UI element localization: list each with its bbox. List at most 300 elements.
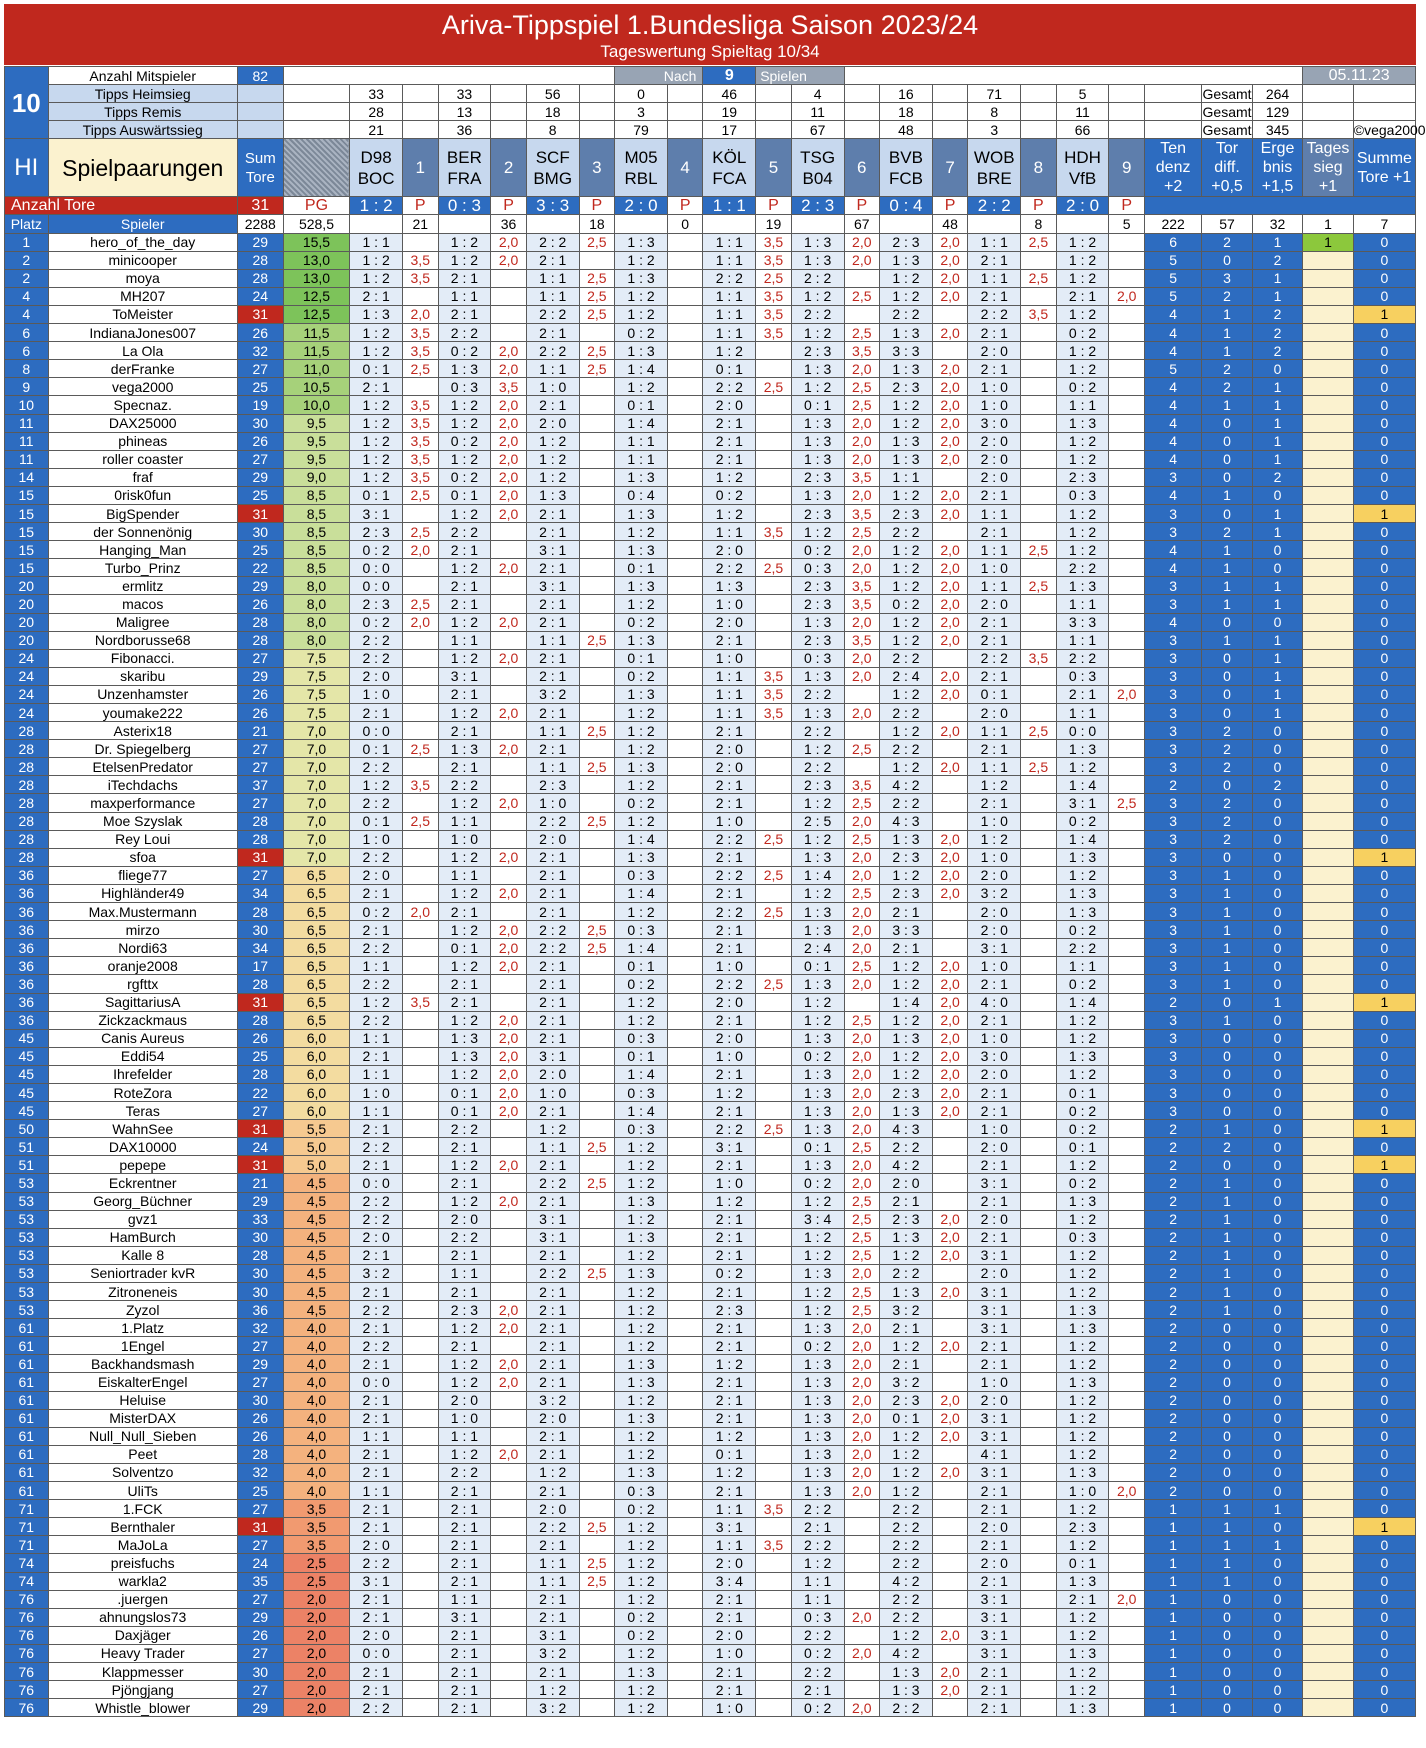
player-tip-points <box>667 468 703 486</box>
player-tip: 1 : 2 <box>350 342 403 360</box>
player-tip-points <box>1021 776 1057 794</box>
player-tip: 3 : 1 <box>968 1463 1021 1481</box>
player-tip-points: 3,5 <box>756 324 792 342</box>
player-rank: 36 <box>5 921 49 939</box>
player-tip-points <box>579 975 615 993</box>
player-tagessieg <box>1303 1156 1353 1174</box>
player-tip: 2 : 1 <box>350 1355 403 1373</box>
player-tordiff: 0 <box>1202 468 1252 486</box>
player-tip-points <box>844 722 880 740</box>
player-tip: 1 : 2 <box>1056 1011 1109 1029</box>
player-sum-tore: 28 <box>237 1246 283 1264</box>
player-tip: 0 : 2 <box>615 1626 668 1644</box>
player-tagessieg <box>1303 1264 1353 1282</box>
player-tip: 2 : 2 <box>350 1301 403 1319</box>
blank-cell <box>579 85 615 103</box>
player-tip: 0 : 1 <box>791 396 844 414</box>
player-tip: 2 : 1 <box>703 1319 756 1337</box>
player-tip: 1 : 2 <box>1056 1210 1109 1228</box>
player-sum-tore: 25 <box>237 1482 283 1500</box>
player-sum-tore: 31 <box>237 1120 283 1138</box>
table-row <box>5 1192 1416 1210</box>
player-tip: 2 : 1 <box>968 486 1021 504</box>
player-name: iTechdachs <box>48 776 237 794</box>
player-name: rgfttx <box>48 975 237 993</box>
player-tip: 3 : 1 <box>350 504 403 522</box>
player-tip-points <box>932 1590 968 1608</box>
player-tip: 2 : 2 <box>350 1192 403 1210</box>
player-tip: 1 : 1 <box>968 577 1021 595</box>
player-summe-tore: 0 <box>1353 233 1415 251</box>
player-tip: 0 : 0 <box>350 1373 403 1391</box>
player-summe-tore: 0 <box>1353 812 1415 830</box>
player-rank: 36 <box>5 939 49 957</box>
table-row <box>5 523 1416 541</box>
player-tip: 2 : 2 <box>350 1210 403 1228</box>
player-tip-points <box>402 758 438 776</box>
player-tagessieg <box>1303 649 1353 667</box>
player-tip-points: 2,0 <box>932 595 968 613</box>
player-tip: 1 : 1 <box>526 1554 579 1572</box>
table-row <box>5 287 1416 305</box>
player-name: Heluise <box>48 1391 237 1409</box>
player-tordiff: 2 <box>1202 523 1252 541</box>
player-tip: 1 : 2 <box>615 1699 668 1717</box>
player-tip-points <box>402 1174 438 1192</box>
player-tagessieg <box>1303 1644 1353 1662</box>
tip-count: 8 <box>526 121 579 139</box>
player-tip-points <box>1109 1011 1145 1029</box>
player-sum-tore: 24 <box>237 1138 283 1156</box>
player-tip-points <box>1021 1355 1057 1373</box>
player-tip-points: 2,0 <box>844 559 880 577</box>
player-tip: 1 : 2 <box>615 1391 668 1409</box>
player-tendenz: 1 <box>1144 1518 1201 1536</box>
player-tip: 1 : 3 <box>438 740 491 758</box>
player-tip-points <box>1021 740 1057 758</box>
player-sum-tore: 34 <box>237 939 283 957</box>
player-tip-points <box>491 577 527 595</box>
player-tip: 1 : 2 <box>791 1192 844 1210</box>
player-tip-points <box>1109 1608 1145 1626</box>
player-tip: 1 : 0 <box>703 649 756 667</box>
player-tip-points <box>667 1138 703 1156</box>
player-tip: 2 : 2 <box>350 794 403 812</box>
player-tip: 1 : 3 <box>791 1427 844 1445</box>
player-sum-tore: 27 <box>237 1102 283 1120</box>
player-tordiff: 0 <box>1202 704 1252 722</box>
player-sum-tore: 26 <box>237 1409 283 1427</box>
player-tip-points <box>1021 830 1057 848</box>
player-tendenz: 3 <box>1144 1047 1201 1065</box>
player-tip-points: 2,5 <box>1021 758 1057 776</box>
player-tip: 1 : 3 <box>791 251 844 269</box>
player-points: 3,5 <box>283 1536 350 1554</box>
player-tip-points: 2,5 <box>579 812 615 830</box>
player-summe-tore: 1 <box>1353 1120 1415 1138</box>
table-row <box>5 866 1416 884</box>
player-ergebnis: 1 <box>1252 993 1303 1011</box>
player-tip-points <box>667 1626 703 1644</box>
player-tip: 0 : 1 <box>438 1102 491 1120</box>
spieltag-number: 10 <box>5 67 49 139</box>
player-tip-points: 2,5 <box>579 758 615 776</box>
player-tip-points <box>1109 1536 1145 1554</box>
player-summe-tore: 0 <box>1353 866 1415 884</box>
player-name: fliege77 <box>48 866 237 884</box>
player-tip: 2 : 2 <box>438 324 491 342</box>
player-ergebnis: 0 <box>1252 758 1303 776</box>
player-sum-tore: 31 <box>237 848 283 866</box>
player-points: 10,5 <box>283 378 350 396</box>
player-tip: 1 : 3 <box>615 1264 668 1282</box>
player-tip-points <box>756 1029 792 1047</box>
player-tip: 1 : 2 <box>791 287 844 305</box>
player-tip-points: 2,0 <box>491 1373 527 1391</box>
player-tip-points <box>579 324 615 342</box>
player-tip: 1 : 4 <box>615 414 668 432</box>
player-tip: 2 : 1 <box>438 1518 491 1536</box>
blank-cell <box>579 121 615 139</box>
player-tip-points <box>756 993 792 1011</box>
player-tordiff: 0 <box>1202 1482 1252 1500</box>
player-tip: 1 : 1 <box>438 1590 491 1608</box>
player-tip-points <box>402 1572 438 1590</box>
tip-count: 48 <box>880 121 933 139</box>
player-tip: 1 : 2 <box>438 1192 491 1210</box>
player-tip: 2 : 1 <box>968 1102 1021 1120</box>
player-tip: 1 : 3 <box>791 1029 844 1047</box>
player-tip: 1 : 3 <box>791 1373 844 1391</box>
player-sum-tore: 26 <box>237 595 283 613</box>
table-row <box>5 758 1416 776</box>
player-tip: 0 : 1 <box>1056 1138 1109 1156</box>
player-tip: 1 : 3 <box>791 1083 844 1101</box>
blank-cell <box>402 103 438 121</box>
sheet-title-bar <box>4 4 1416 65</box>
player-tip-points <box>756 1174 792 1192</box>
player-sum-tore: 25 <box>237 1047 283 1065</box>
player-sum-tore: 28 <box>237 1011 283 1029</box>
blank-cell <box>1144 85 1201 103</box>
player-tip-points <box>756 1572 792 1590</box>
player-sum-tore: 26 <box>237 432 283 450</box>
player-tip-points <box>579 1210 615 1228</box>
player-tip: 2 : 1 <box>526 1355 579 1373</box>
player-tip: 2 : 0 <box>526 414 579 432</box>
player-tip: 2 : 1 <box>968 1536 1021 1554</box>
player-tip: 1 : 2 <box>703 468 756 486</box>
player-tip-points <box>402 921 438 939</box>
player-tip-points: 2,0 <box>491 450 527 468</box>
player-tip-points: 3,5 <box>402 414 438 432</box>
tip-count: 33 <box>438 85 491 103</box>
player-tip-points <box>932 812 968 830</box>
away-team: FCB <box>888 168 923 188</box>
player-tordiff: 0 <box>1202 1409 1252 1427</box>
player-summe-tore: 0 <box>1353 685 1415 703</box>
player-points: 2,0 <box>283 1626 350 1644</box>
player-rank: 11 <box>5 414 49 432</box>
player-tip-points: 2,0 <box>932 758 968 776</box>
gesamt-value: 129 <box>1252 103 1303 121</box>
player-tordiff: 0 <box>1202 848 1252 866</box>
player-sum-tore: 30 <box>237 1283 283 1301</box>
player-tagessieg <box>1303 414 1353 432</box>
player-tip-points <box>667 486 703 504</box>
player-tip-points <box>667 396 703 414</box>
player-points: 7,5 <box>283 685 350 703</box>
player-tip-points <box>756 1554 792 1572</box>
player-tagessieg <box>1303 559 1353 577</box>
player-tip-points <box>756 1301 792 1319</box>
player-tip-points: 3,5 <box>756 523 792 541</box>
player-tip: 2 : 1 <box>703 1373 756 1391</box>
player-tip-points <box>667 1065 703 1083</box>
player-ergebnis: 1 <box>1252 577 1303 595</box>
player-tip-points <box>402 1681 438 1699</box>
player-tip-points: 2,0 <box>932 866 968 884</box>
player-summe-tore: 0 <box>1353 577 1415 595</box>
player-tip: 2 : 1 <box>703 776 756 794</box>
player-tip-points <box>1021 1192 1057 1210</box>
table-row <box>5 993 1416 1011</box>
player-sum-tore: 27 <box>237 360 283 378</box>
player-tip: 2 : 1 <box>350 378 403 396</box>
player-tip: 1 : 3 <box>1056 1572 1109 1590</box>
player-tip: 2 : 3 <box>880 1210 933 1228</box>
player-tip-points <box>1021 1210 1057 1228</box>
player-points: 6,5 <box>283 921 350 939</box>
player-tip-points <box>1109 1626 1145 1644</box>
player-tip-points <box>756 1192 792 1210</box>
player-tip-points <box>1109 740 1145 758</box>
home-team: KÖL <box>712 147 747 167</box>
player-summe-tore: 0 <box>1353 613 1415 631</box>
player-tendenz: 1 <box>1144 1500 1201 1518</box>
player-tip: 3 : 1 <box>968 1590 1021 1608</box>
player-tip: 1 : 3 <box>615 1373 668 1391</box>
player-tagessieg <box>1303 1047 1353 1065</box>
player-tordiff: 1 <box>1202 1228 1252 1246</box>
player-tip: 2 : 2 <box>703 830 756 848</box>
player-tip: 0 : 1 <box>438 939 491 957</box>
player-tip-points: 2,0 <box>491 504 527 522</box>
player-sum-tore: 30 <box>237 1264 283 1282</box>
away-team: VfB <box>1068 168 1097 188</box>
player-tip: 1 : 3 <box>615 541 668 559</box>
player-tip-points <box>1021 523 1057 541</box>
player-tendenz: 2 <box>1144 1120 1201 1138</box>
player-tendenz: 2 <box>1144 1192 1201 1210</box>
player-tip: 0 : 2 <box>1056 921 1109 939</box>
player-name: Asterix18 <box>48 722 237 740</box>
player-name: MH207 <box>48 287 237 305</box>
player-tip: 2 : 3 <box>880 233 933 251</box>
player-summe-tore: 0 <box>1353 414 1415 432</box>
player-tagessieg <box>1303 975 1353 993</box>
player-tordiff: 0 <box>1202 1445 1252 1463</box>
player-points: 6,0 <box>283 1065 350 1083</box>
gesamt-label: Gesamt <box>1202 85 1252 102</box>
player-name: EiskalterEngel <box>48 1373 237 1391</box>
player-tip: 1 : 1 <box>350 1427 403 1445</box>
player-tip: 1 : 3 <box>703 577 756 595</box>
player-tendenz: 2 <box>1144 1246 1201 1264</box>
player-tip-points <box>844 1536 880 1554</box>
points-header: P <box>1021 197 1057 215</box>
player-sum-tore: 26 <box>237 704 283 722</box>
player-summe-tore: 0 <box>1353 1463 1415 1481</box>
player-tip-points <box>402 649 438 667</box>
table-row <box>5 468 1416 486</box>
tip-count: 66 <box>1056 121 1109 139</box>
player-tagessieg <box>1303 305 1353 323</box>
player-tip: 4 : 2 <box>880 776 933 794</box>
player-tip-points <box>579 993 615 1011</box>
player-points: 6,5 <box>283 866 350 884</box>
player-tip: 2 : 0 <box>968 1518 1021 1536</box>
player-tip-points <box>1109 1120 1145 1138</box>
player-rank: 6 <box>5 324 49 342</box>
away-team: FCA <box>712 168 747 188</box>
player-ergebnis: 0 <box>1252 1644 1303 1662</box>
player-tip: 2 : 1 <box>438 1337 491 1355</box>
player-sum-tore: 29 <box>237 577 283 595</box>
player-tip: 1 : 0 <box>703 595 756 613</box>
player-tip-points <box>579 1156 615 1174</box>
player-tordiff: 1 <box>1202 541 1252 559</box>
player-tip-points: 2,0 <box>932 1083 968 1101</box>
player-name: oranje2008 <box>48 957 237 975</box>
player-tendenz: 3 <box>1144 830 1201 848</box>
table-row <box>5 541 1416 559</box>
player-tordiff: 1 <box>1202 631 1252 649</box>
player-tip: 0 : 2 <box>350 903 403 921</box>
player-tagessieg: 1 <box>1303 233 1353 251</box>
match-teams <box>703 139 756 197</box>
player-tip-points <box>932 921 968 939</box>
player-tip-points <box>756 1373 792 1391</box>
player-name: MisterDAX <box>48 1409 237 1427</box>
player-tip: 1 : 2 <box>350 396 403 414</box>
player-tip: 2 : 2 <box>350 975 403 993</box>
player-name: Moe Szyslak <box>48 812 237 830</box>
player-summe-tore: 1 <box>1353 305 1415 323</box>
player-tip: 0 : 1 <box>350 740 403 758</box>
player-tip: 2 : 2 <box>880 523 933 541</box>
player-tip: 1 : 2 <box>880 559 933 577</box>
player-sum-tore: 37 <box>237 776 283 794</box>
table-row <box>5 776 1416 794</box>
player-ergebnis: 0 <box>1252 613 1303 631</box>
table-row <box>5 251 1416 269</box>
player-tip: 2 : 2 <box>1056 559 1109 577</box>
player-tip-points: 2,0 <box>491 468 527 486</box>
player-sum-tore: 31 <box>237 504 283 522</box>
player-tip: 2 : 1 <box>526 1662 579 1680</box>
player-sum-tore: 31 <box>237 1518 283 1536</box>
tip-count: 21 <box>350 121 403 139</box>
player-tip-points: 2,0 <box>491 740 527 758</box>
player-tip: 1 : 2 <box>438 1156 491 1174</box>
player-summe-tore: 0 <box>1353 1065 1415 1083</box>
player-tip-points <box>756 1228 792 1246</box>
player-tip: 4 : 2 <box>880 1644 933 1662</box>
player-tendenz: 1 <box>1144 1662 1201 1680</box>
player-tip: 2 : 1 <box>526 1029 579 1047</box>
player-summe-tore: 0 <box>1353 432 1415 450</box>
blank-cell <box>283 121 350 139</box>
player-tip-points <box>1109 541 1145 559</box>
player-tip-points <box>667 577 703 595</box>
player-tip-points <box>491 866 527 884</box>
player-tordiff: 2 <box>1202 378 1252 396</box>
player-points: 4,5 <box>283 1174 350 1192</box>
player-ergebnis: 0 <box>1252 1662 1303 1680</box>
player-tip-points: 3,5 <box>402 396 438 414</box>
player-name: der Sonnenönig <box>48 523 237 541</box>
player-tagessieg <box>1303 812 1353 830</box>
player-tip: 4 : 0 <box>968 993 1021 1011</box>
player-tip: 2 : 1 <box>350 921 403 939</box>
table-row <box>5 740 1416 758</box>
player-tip-points <box>844 1590 880 1608</box>
player-tip-points <box>1109 830 1145 848</box>
player-tip-points: 2,0 <box>844 251 880 269</box>
player-tordiff: 0 <box>1202 1065 1252 1083</box>
player-tip: 1 : 2 <box>880 685 933 703</box>
player-rank: 74 <box>5 1554 49 1572</box>
player-sum-tore: 28 <box>237 251 283 269</box>
player-rank: 15 <box>5 486 49 504</box>
player-tip-points: 2,5 <box>579 269 615 287</box>
player-points: 15,5 <box>283 233 350 251</box>
player-tip-points <box>491 305 527 323</box>
player-sum-tore: 30 <box>237 414 283 432</box>
player-tip: 1 : 0 <box>968 559 1021 577</box>
player-summe-tore: 0 <box>1353 1373 1415 1391</box>
player-tip-points: 2,0 <box>844 1482 880 1500</box>
player-tip: 1 : 4 <box>615 830 668 848</box>
player-tagessieg <box>1303 1518 1353 1536</box>
player-tip-points <box>667 1463 703 1481</box>
player-tip: 2 : 2 <box>880 649 933 667</box>
player-sum-tore: 30 <box>237 1662 283 1680</box>
home-team: BER <box>446 147 482 167</box>
player-points: 12,5 <box>283 305 350 323</box>
player-tip: 1 : 2 <box>791 1228 844 1246</box>
player-points: 11,5 <box>283 342 350 360</box>
player-points: 6,5 <box>283 1011 350 1029</box>
table-row <box>5 1373 1416 1391</box>
player-tendenz: 3 <box>1144 866 1201 884</box>
player-tip-points: 2,5 <box>844 830 880 848</box>
player-rank: 53 <box>5 1264 49 1282</box>
player-sum-tore: 30 <box>237 523 283 541</box>
player-tip: 2 : 2 <box>880 305 933 323</box>
blank-cell <box>1303 85 1353 103</box>
player-tip: 1 : 2 <box>438 1065 491 1083</box>
player-tordiff: 1 <box>1202 975 1252 993</box>
blank-cell <box>756 85 792 103</box>
player-ergebnis: 1 <box>1252 649 1303 667</box>
player-tip: 1 : 2 <box>880 1482 933 1500</box>
player-tip: 2 : 2 <box>880 704 933 722</box>
player-tip-points: 2,0 <box>402 613 438 631</box>
player-tip-points: 2,0 <box>932 360 968 378</box>
player-tip-points <box>756 740 792 758</box>
